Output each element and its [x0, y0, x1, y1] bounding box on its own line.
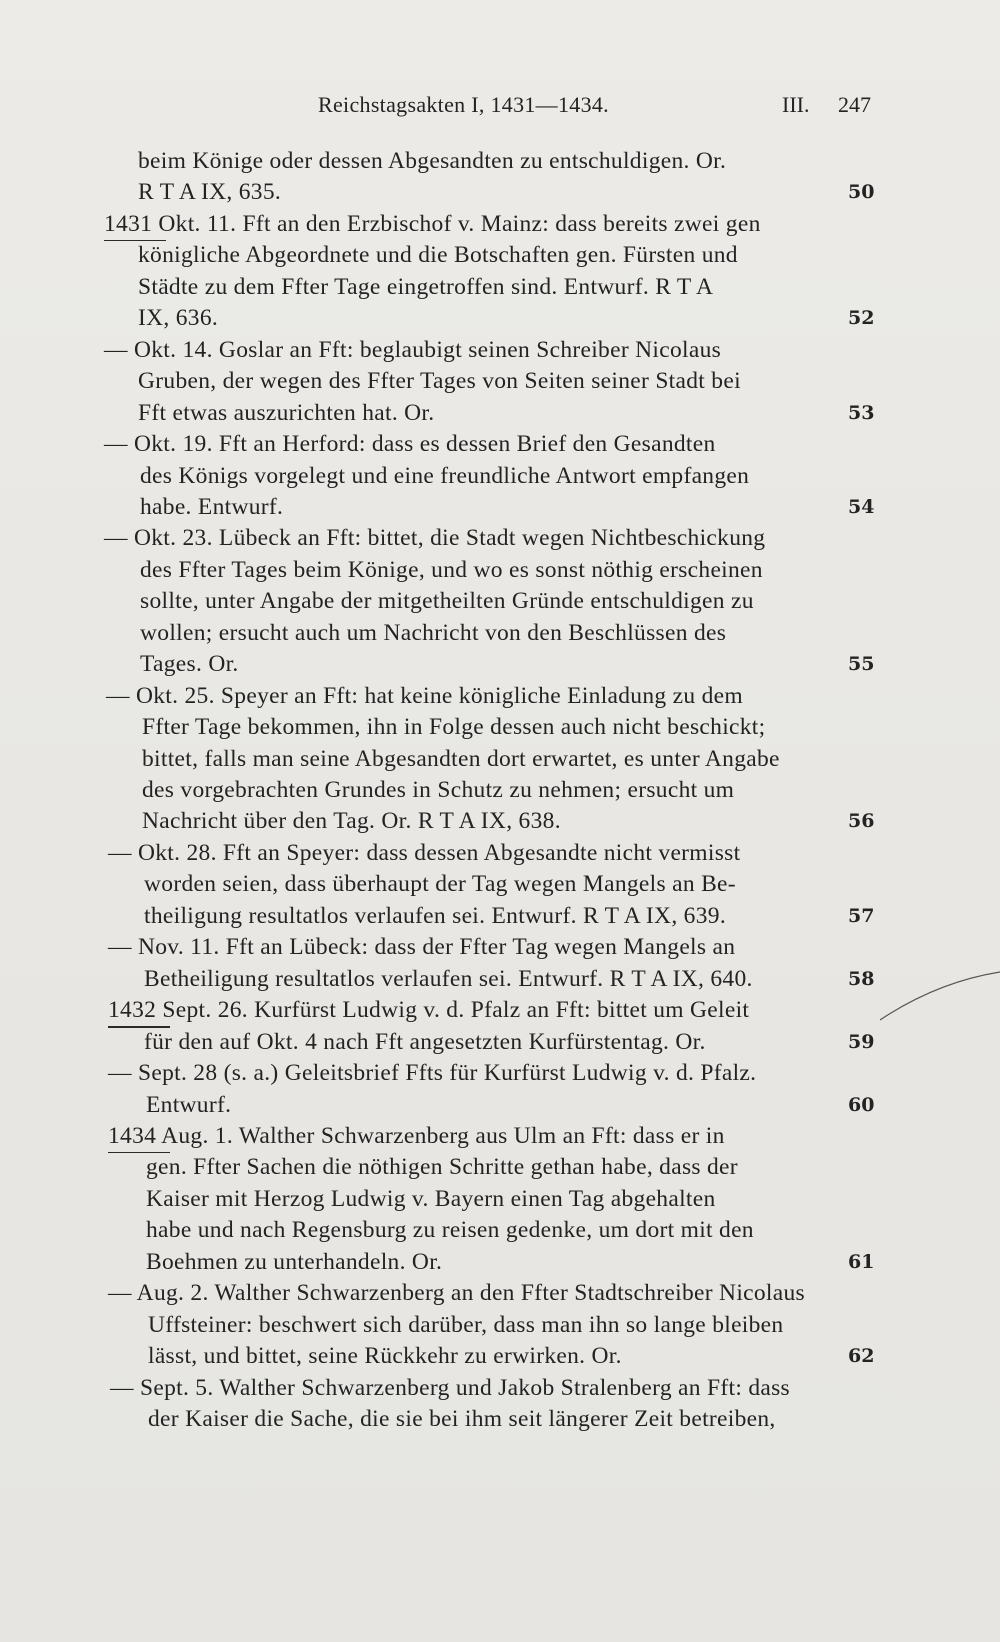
document-number: 57	[848, 904, 875, 927]
text-line: Entwurf.	[146, 1091, 232, 1118]
text-line: Fft etwas auszurichten hat. Or.	[138, 399, 435, 426]
text-line: R T A IX, 635.	[138, 179, 282, 206]
text-line: worden seien, dass überhaupt der Tag wegen Mangels an Be-	[144, 871, 736, 898]
document-number: 62	[848, 1345, 875, 1368]
page-number: 247	[838, 92, 871, 117]
running-header	[0, 86, 1000, 126]
text-line: Nachricht über den Tag. Or. R T A IX, 638.	[142, 808, 561, 835]
document-number: 54	[848, 495, 875, 518]
text-line: Gruben, der wegen des Ffter Tages von Seiten seiner Stadt bei	[138, 368, 741, 395]
text-line: — Sept. 5. Walther Schwarzenberg und Jakob Stralenberg an Fft: dass	[110, 1374, 790, 1401]
text-line: — Okt. 23. Lübeck an Fft: bittet, die Stadt wegen Nichtbeschickung	[104, 525, 766, 552]
document-number: 53	[848, 401, 875, 424]
text-line: — Sept. 28 (s. a.) Geleitsbrief Ffts für Kurfürst Ludwig v. d. Pfalz.	[108, 1060, 757, 1087]
text-line: theiligung resultatlos verlaufen sei. Entwurf. R T A IX, 639.	[144, 902, 727, 929]
document-number: 50	[848, 181, 875, 204]
document-number: 59	[848, 1030, 875, 1053]
text-line: Städte zu dem Ffter Tage eingetroffen sind. Entwurf. R T A	[138, 273, 714, 300]
text-line: sollte, unter Angabe der mitgetheilten Gründe entschuldigen zu	[140, 588, 754, 615]
text-line: 1434 Aug. 1. Walther Schwarzenberg aus Ulm an Fft: dass er in	[108, 1122, 725, 1149]
text-line: Kaiser mit Herzog Ludwig v. Bayern einen Tag abgehalten	[146, 1185, 716, 1212]
text-line: habe und nach Regensburg zu reisen gedenke, um dort mit den	[146, 1217, 754, 1244]
pencil-stroke-mark	[880, 960, 1000, 1040]
text-line: Betheiligung resultatlos verlaufen sei. Entwurf. R T A IX, 640.	[144, 965, 753, 992]
text-line: — Aug. 2. Walther Schwarzenberg an den Ffter Stadtschreiber Nicolaus	[108, 1280, 805, 1307]
text-line: für den auf Okt. 4 nach Fft angesetzten Kurfürstentag. Or.	[144, 1028, 706, 1055]
text-line: königliche Abgeordnete und die Botschaften gen. Fürsten und	[138, 242, 738, 269]
text-line: Uffsteiner: beschwert sich darüber, dass man ihn so lange bleiben	[148, 1311, 784, 1338]
document-number: 61	[848, 1250, 875, 1273]
text-line: — Okt. 14. Goslar an Fft: beglaubigt seinen Schreiber Nicolaus	[104, 336, 722, 363]
text-line: Ffter Tage bekommen, ihn in Folge dessen auch nicht beschickt;	[142, 714, 766, 741]
text-line: — Nov. 11. Fft an Lübeck: dass der Ffter Tag wegen Mangels an	[108, 934, 736, 961]
text-line: Tages. Or.	[140, 651, 239, 678]
text-line: gen. Ffter Sachen die nöthigen Schritte gethan habe, dass der	[146, 1154, 738, 1181]
document-number: 60	[848, 1093, 875, 1116]
text-line: 1431 Okt. 11. Fft an den Erzbischof v. Mainz: dass bereits zwei gen	[104, 210, 761, 237]
text-line: IX, 636.	[138, 305, 219, 332]
text-line: des Ffter Tages beim Könige, und wo es sonst nöthig erscheinen	[140, 556, 763, 583]
text-line: bittet, falls man seine Abgesandten dort erwartet, es unter Angabe	[142, 745, 780, 772]
text-line: der Kaiser die Sache, die sie bei ihm seit längerer Zeit betreiben,	[148, 1406, 776, 1432]
text-line: des vorgebrachten Grundes in Schutz zu nehmen; ersucht um	[142, 777, 735, 803]
text-line: — Okt. 25. Speyer an Fft: hat keine königliche Einladung zu dem	[106, 682, 743, 709]
document-number: 55	[848, 653, 875, 676]
text-line: des Königs vorgelegt und eine freundliche Antwort empfangen	[140, 462, 750, 489]
text-line: 1432 Sept. 26. Kurfürst Ludwig v. d. Pfalz an Fft: bittet um Geleit	[108, 997, 750, 1024]
text-line: Boehmen zu unterhandeln. Or.	[146, 1248, 443, 1275]
document-number: 56	[848, 810, 875, 833]
section-number: III.	[782, 92, 810, 117]
text-line: — Okt. 19. Fft an Herford: dass es dessen Brief den Gesandten	[104, 431, 716, 458]
text-line: habe. Entwurf.	[140, 493, 284, 520]
text-line: — Okt. 28. Fft an Speyer: dass dessen Abgesandte nicht vermisst	[108, 839, 741, 866]
document-number: 58	[848, 967, 875, 990]
text-line: beim Könige oder dessen Abgesandten zu entschuldigen. Or.	[138, 148, 727, 174]
text-line: lässt, und bittet, seine Rückkehr zu erwirken. Or.	[148, 1343, 622, 1370]
running-title: Reichstagsakten I, 1431—1434.	[318, 92, 609, 117]
document-number: 52	[848, 307, 875, 330]
text-line: wollen; ersucht auch um Nachricht von den Beschlüssen des	[140, 619, 727, 646]
